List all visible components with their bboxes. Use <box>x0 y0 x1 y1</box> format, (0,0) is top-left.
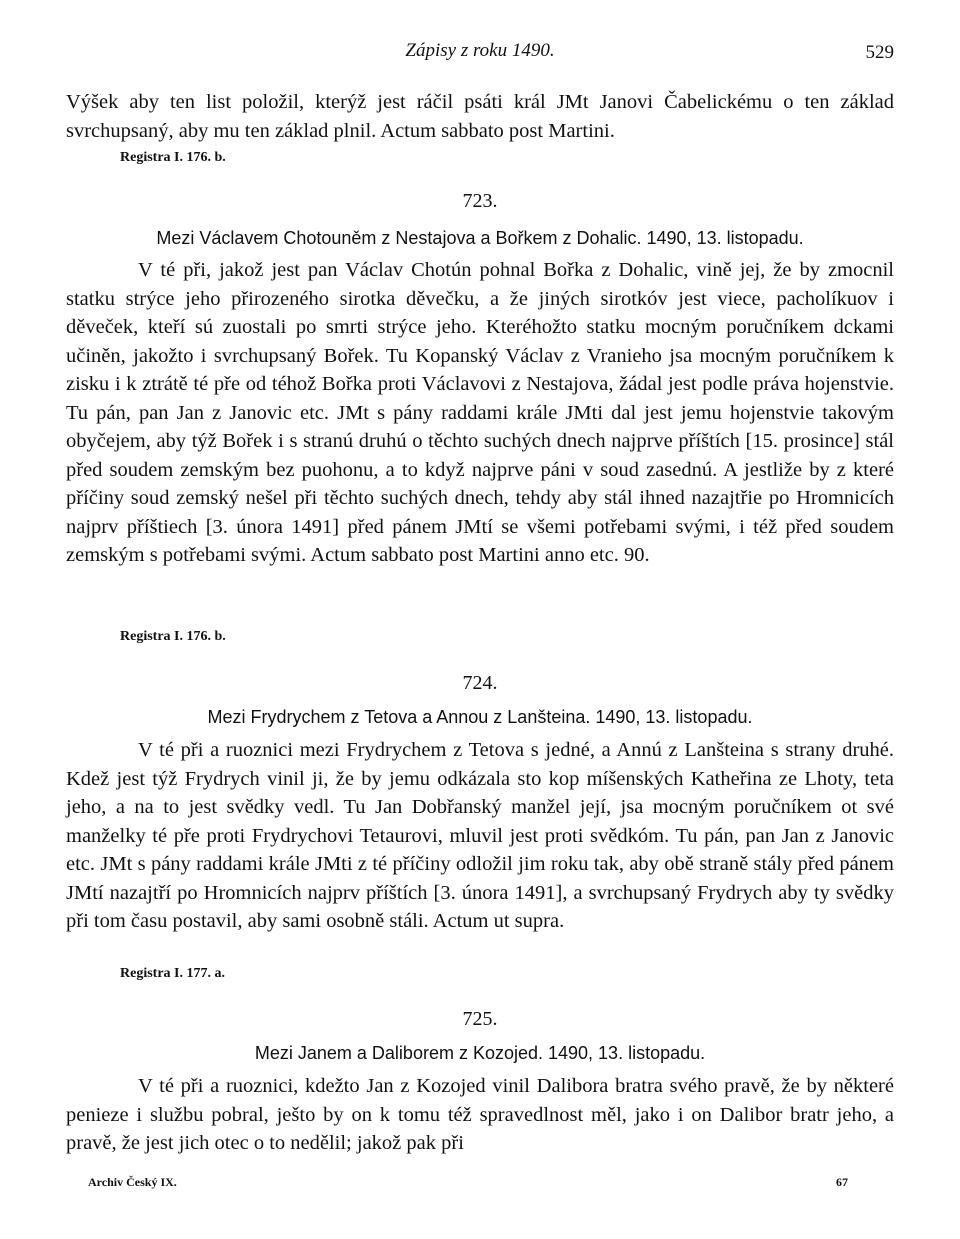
intro-paragraph: Výšek aby ten list položil, kterýž jest ráčil psáti král JMt Janovi Čabelickému o ten základ svrchupsaný, aby mu ten základ plnil. Actum sabbato post Martini. <box>66 91 894 142</box>
entry-723-number: 723. <box>462 190 498 212</box>
entry-725-number: 725. <box>462 1008 498 1030</box>
entry-724-heading: Mezi Frydrychem z Tetova a Annou z Lanšteina. 1490, 13. listopadu. <box>207 707 753 727</box>
footer-signature-number: 67 <box>836 1175 848 1189</box>
entry-725-heading: Mezi Janem a Daliborem z Kozojed. 1490, 13. listopadu. <box>254 1043 706 1063</box>
running-header-title: Zápisy z roku 1490. <box>405 40 555 61</box>
intro-registra-reference: Registra I. 176. b. <box>120 150 226 165</box>
entry-723-registra-reference: Registra I. 176. b. <box>120 629 226 644</box>
entry-724-text: V té při a ruoznici mezi Frydrychem z Tetova s jedné, a Annú z Lanšteina s strany druhé. Kdež jest týž Frydrych vinil ji, že by jemu odkázala sto kop míšenských Katheřina ze Lhoty, teta jeho, a na to jest svědky vedl. Tu Jan Dobřanský manžel její, jsa mocným poručníkem ot své manželky té pře proti Frydrychovi Tetaurovi, mluvil jest proti svědkóm. Tu pán, pan Jan z Janovic etc. JMt s pány raddami krále JMti z té příčiny odložil jim roku tak, aby obě straně stály před pánem JMtí nazajtří po Hromnicích najprv příštích [3. února 1491], a svrchupsaný Frydrych aby ty svědky při tom času postavil, aby sami osobně stáli. Actum ut supra. <box>66 739 894 932</box>
entry-723-text: V té při, jakož jest pan Václav Chotún pohnal Bořka z Dohalic, vině jej, že by zmocnil statku strýce jeho přirozeného sirotka děvečku, a že jiných sirotkóv jest viece, pacholíkuov i děveček, kteří sú zuostali po smrti strýce jeho. Kteréhožto statku mocným poručníkem dckami učiněn, jakožto i svrchupsaný Bořek. Tu Kopanský Václav z Vranieho jsa mocným poručníkem k zisku i k ztrátě té pře od téhož Bořka proti Václavovi z Nestajova, žádal jest podle práva hojenstvie. Tu pán, pan Jan z Janovic etc. JMt s pány raddami krále JMti dal jest jemu hojenstvie takovým obyčejem, aby týž Bořek i s stranú druhú o těchto suchých dnech najprve příštích [15. prosince] stál před soudem zemským bez puohonu, a to když najprve páni v soud zasednú. A jestliže by z které příčiny soud zemský nešel při těchto suchých dnech, tehdy aby stál ihned nazajtřie po Hromnicích najprv příštiech [3. února 1491] před pánem JMtí se všemi potřebami svými, i též před soudem zemským s potřebami svými. Actum sabbato post Martini anno etc. 90. <box>66 259 894 566</box>
entry-724-number: 724. <box>462 672 498 694</box>
entry-725-text: V té při a ruoznici, kdežto Jan z Kozojed vinil Dalibora bratra svého pravě, že by některé penieze i službu pobral, ješto by on k tomu též spravedlnost měl, jako i on Dalibor bratr jeho, a pravě, že jest jich otec o to nedělil; jakož pak při <box>66 1075 894 1154</box>
page-number: 529 <box>865 42 894 63</box>
entry-724-registra-reference: Registra I. 177. a. <box>120 966 225 981</box>
footer-source: Archiv Český IX. <box>88 1175 177 1189</box>
entry-723-heading: Mezi Václavem Chotouněm z Nestajova a Bořkem z Dohalic. 1490, 13. listopadu. <box>156 228 804 248</box>
